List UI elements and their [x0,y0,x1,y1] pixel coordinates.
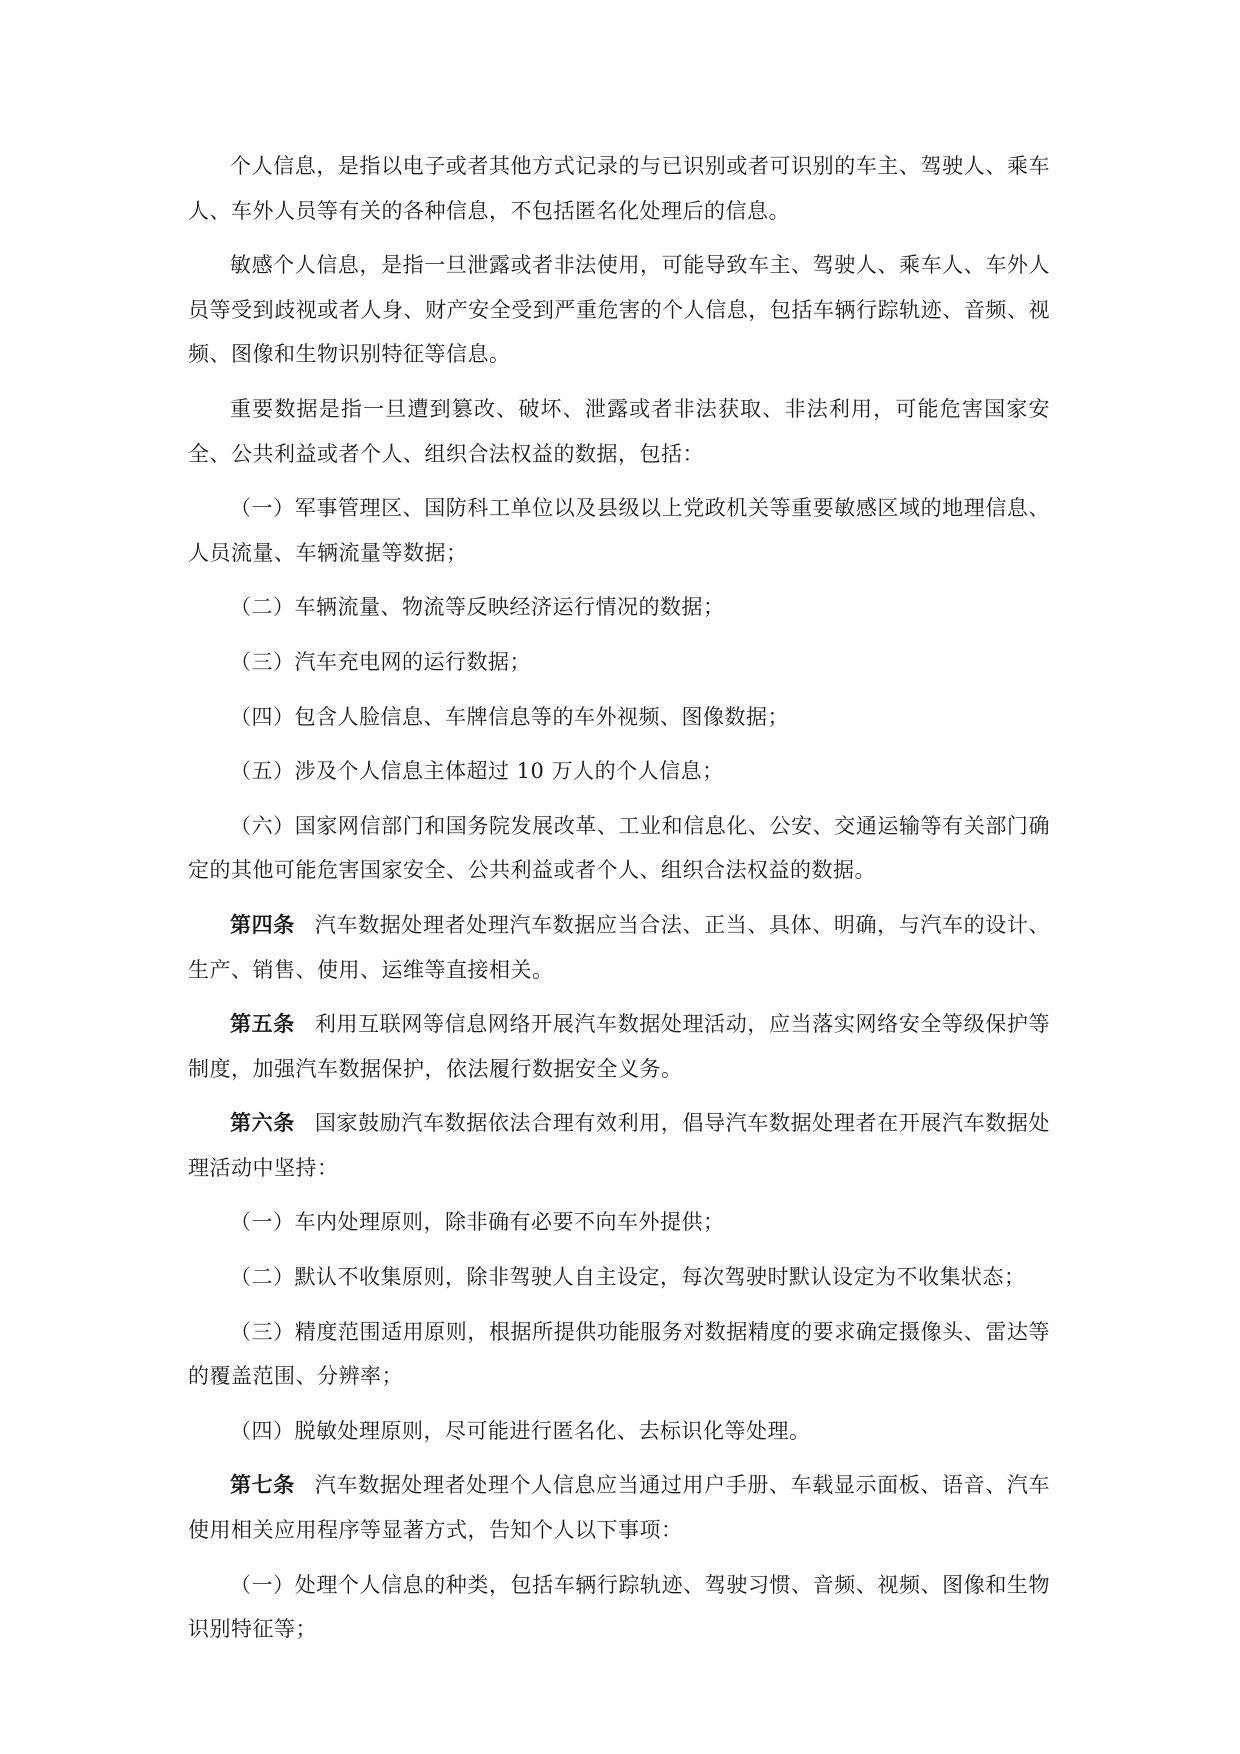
paragraph-text: 利用互联网等信息网络开展汽车数据处理活动，应当落实网络安全等级保护等制度，加强汽车数据保护，依法履行数据安全义务。 [188,1012,1050,1081]
list-item [188,1310,1050,1399]
paragraph-text: 汽车数据处理者处理个人信息应当通过用户手册、车载显示面板、语音、汽车使用相关应用程序等显著方式，告知个人以下事项： [188,1473,1050,1543]
paragraph-text: 敏感个人信息，是指一旦泄露或者非法使用，可能导致车主、驾驶人、乘车人、车外人员等受到歧视或者人身、财产安全受到严重危害的个人信息，包括车辆行踪轨迹、音频、视频、图像和生物识别特征等信息。 [188,253,1050,367]
list-item [188,1200,1050,1245]
list-item [188,695,1050,740]
paragraph-text: （一）处理个人信息的种类，包括车辆行踪轨迹、驾驶习惯、音频、视频、图像和生物识别特征等； [188,1572,1050,1642]
paragraph-text: 汽车数据处理者处理汽车数据应当合法、正当、具体、明确，与汽车的设计、生产、销售、使用、运维等直接相关。 [188,912,1050,982]
list-item [188,585,1050,630]
article-number: 第五条 [230,1012,295,1037]
paragraph-text: （四）包含人脸信息、车牌信息等的车外视频、图像数据； [230,704,789,729]
article-paragraph [188,1463,1050,1552]
paragraph-text: 重要数据是指一旦遭到篡改、破坏、泄露或者非法获取、非法利用，可能危害国家安全、公共利益或者个人、组织合法权益的数据，包括： [188,396,1050,466]
article-number: 第四条 [230,912,295,937]
paragraph [188,387,1050,476]
paragraph-text: （一）车内处理原则，除非确有必要不向车外提供； [230,1210,725,1235]
list-item [188,1255,1050,1300]
paragraph-text: 国家鼓励汽车数据依法合理有效利用，倡导汽车数据处理者在开展汽车数据处理活动中坚持： [188,1111,1050,1180]
list-item [188,1563,1050,1652]
paragraph-text: （三）精度范围适用原则，根据所提供功能服务对数据精度的要求确定摄像头、雷达等的覆盖范围、分辨率； [188,1319,1050,1389]
list-item [188,640,1050,685]
list-item [188,486,1050,575]
article-paragraph [188,1002,1050,1091]
paragraph-text: （六）国家网信部门和国务院发展改革、工业和信息化、公安、交通运输等有关部门确定的其他可能危害国家安全、公共利益或者个人、组织合法权益的数据。 [188,813,1050,883]
paragraph-text: （二）车辆流量、物流等反映经济运行情况的数据； [230,595,725,620]
article-number: 第七条 [230,1473,295,1498]
list-item [188,804,1050,893]
paragraph [188,144,1050,233]
paragraph-text: （三）汽车充电网的运行数据； [230,649,531,674]
paragraph-text: （五）涉及个人信息主体超过 10 万人的个人信息； [230,759,724,784]
article-number: 第六条 [230,1111,295,1136]
list-item [188,1409,1050,1454]
paragraph-text: 个人信息，是指以电子或者其他方式记录的与已识别或者可识别的车主、驾驶人、乘车人、车外人员等有关的各种信息，不包括匿名化处理后的信息。 [188,154,1050,223]
paragraph-text: （二）默认不收集原则，除非驾驶人自主设定，每次驾驶时默认设定为不收集状态； [230,1265,1026,1290]
paragraph [188,243,1050,377]
document-body [188,144,1050,1662]
article-paragraph [188,1101,1050,1190]
paragraph-text: （一）军事管理区、国防科工单位以及县级以上党政机关等重要敏感区域的地理信息、人员流量、车辆流量等数据； [188,496,1050,565]
paragraph-text: （四）脱敏处理原则，尽可能进行匿名化、去标识化等处理。 [230,1418,811,1443]
list-item [188,749,1050,794]
article-paragraph [188,903,1050,992]
